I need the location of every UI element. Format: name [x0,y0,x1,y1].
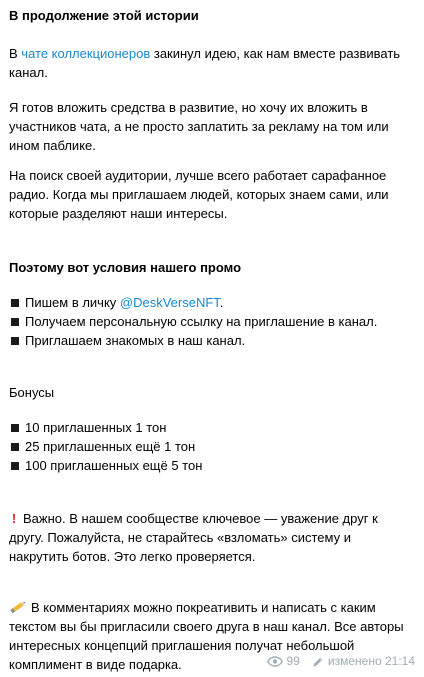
list-item: 25 приглашенных ещё 1 тон [9,437,414,456]
square-bullet-icon [11,337,19,345]
paragraph-intro [9,44,414,82]
eye-icon [267,656,283,667]
square-bullet-icon [11,443,19,451]
paragraph-intro-pre: В [9,46,22,61]
paragraph-intro-post: закинул идею, как нам вместе развивать канал. [9,46,401,80]
square-bullet-icon [11,424,19,432]
collectors-chat-link[interactable]: чате коллекционеров [21,46,151,61]
square-bullet-icon [11,318,19,326]
pencil-emoji-icon [9,600,27,614]
views-count: 99 [286,654,300,668]
square-bullet-icon [11,299,19,307]
bonus-list [9,418,414,475]
paragraph-important: ! Важно. В нашем сообществе ключевое — уважение друг к другу. Пожалуйста, не старайтесь «взломать» систему и накрутить ботов. Это легко проверяется. [9,511,378,564]
promo-heading: Поэтому вот условия нашего промо [9,260,242,275]
list-item: Приглашаем знакомых в наш канал. [9,331,414,350]
paragraph-comments: В комментариях можно покреативить и написать с каким текстом вы бы пригласили своего друга в наш канал. Все авторы интересных концепций приглашения получат небольшой комплимент в виде подарка. [9,600,404,672]
list-item: Пишем в личку @DeskVerseNFT. [9,293,414,312]
list-item: Получаем персональную ссылку на приглашение в канал. [9,312,414,331]
edited-time: изменено 21:14 [327,654,415,668]
deskverse-user-link[interactable]: @DeskVerseNFT [119,295,220,310]
paragraph-invest: Я готов вложить средства в развитие, но хочу их вложить в участников чата, а не просто заплатить за рекламу на том или ином паблике. [9,100,389,153]
exclamation-icon: ! [11,511,17,526]
square-bullet-icon [11,462,19,470]
paragraph-audience: На поиск своей аудитории, лучше всего работает сарафанное радио. Когда мы приглашаем людей, которых знаем сами, или которые разделяют наши интересы. [9,168,389,221]
post-meta [267,652,415,671]
post-title: В продолжение этой истории [9,8,199,23]
list-item: 100 приглашенных ещё 5 тон [9,456,414,475]
pencil-icon [312,656,324,668]
list-item: 10 приглашенных 1 тон [9,418,414,437]
bonus-heading: Бонусы [9,385,55,400]
promo-list [9,293,414,350]
